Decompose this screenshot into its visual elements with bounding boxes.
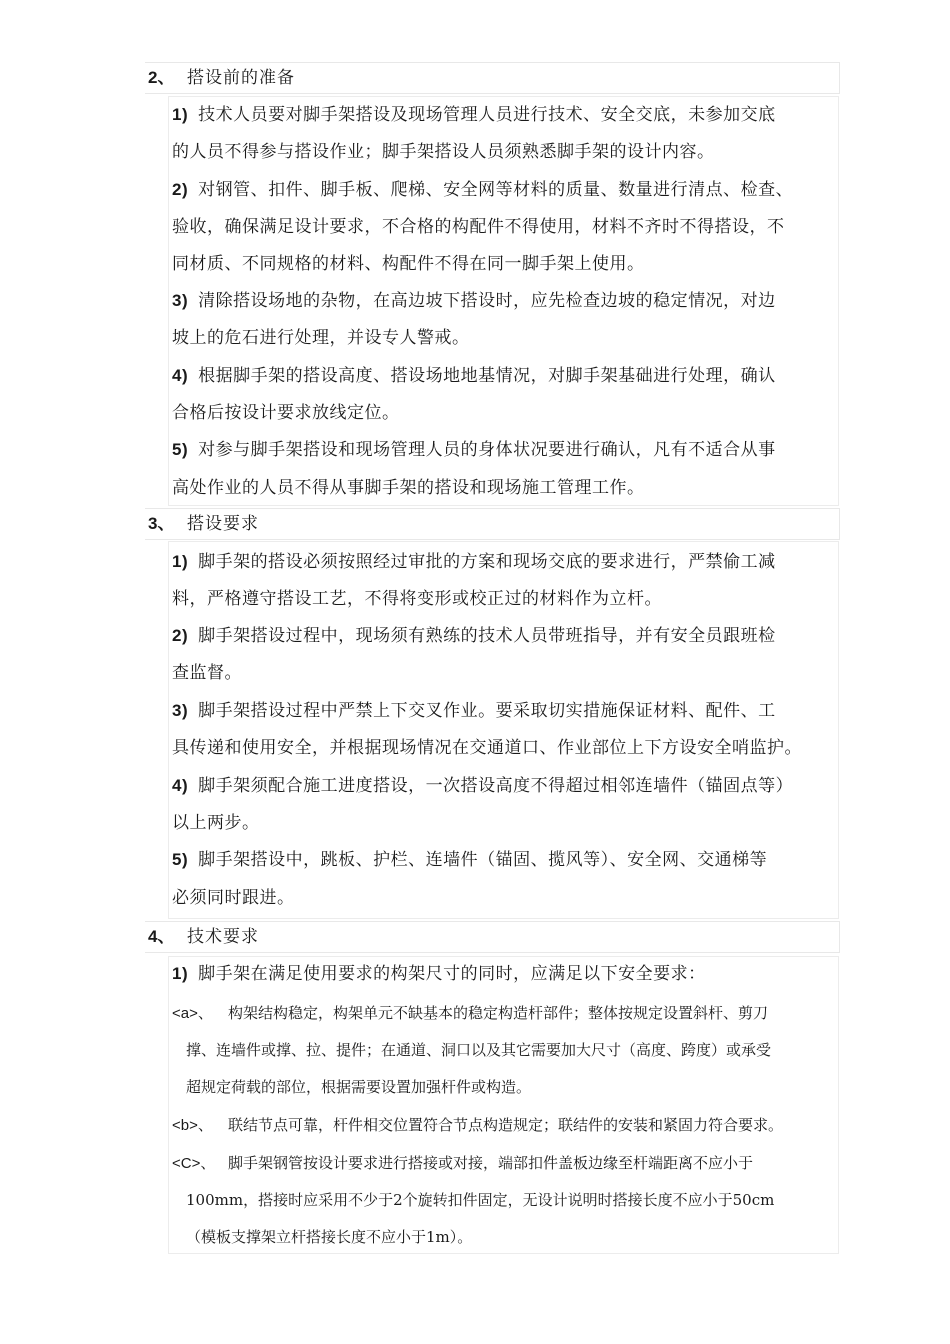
list-item-continuation: 同材质、不同规格的材料、构配件不得在同一脚手架上使用。 xyxy=(172,254,645,274)
list-item: 1) 脚手架在满足使用要求的构架尺寸的同时，应满足以下安全要求： xyxy=(172,964,706,984)
sub-item: <C>、 脚手架钢管按设计要求进行搭接或对接，端部扣件盖板边缘至杆端距离不应小于 xyxy=(172,1154,754,1172)
list-item-continuation: 高处作业的人员不得从事脚手架的搭设和现场施工管理工作。 xyxy=(172,478,645,498)
sub-item: <b>、 联结节点可靠，杆件相交位置符合节点构造规定；联结件的安装和紧固力符合要求。 xyxy=(172,1116,784,1134)
list-item: 4) 脚手架须配合施工进度搭设，一次搭设高度不得超过相邻连墙件（锚固点等） xyxy=(172,776,794,796)
section-number: 3、 xyxy=(148,514,175,533)
list-item: 3) 脚手架搭设过程中严禁上下交叉作业。要采取切实措施保证材料、配件、工 xyxy=(172,701,776,721)
section-number: 2、 xyxy=(148,68,175,87)
section-title: 技术要求 xyxy=(187,927,259,947)
list-item-continuation: 的人员不得参与搭设作业；脚手架搭设人员须熟悉脚手架的设计内容。 xyxy=(172,142,715,162)
sub-item-continuation: 100mm，搭接时应采用不少于2个旋转扣件固定，无设计说明时搭接长度不应小于50cm xyxy=(186,1191,775,1209)
list-item: 4) 根据脚手架的搭设高度、搭设场地地基情况，对脚手架基础进行处理，确认 xyxy=(172,366,776,386)
list-item: 5) 脚手架搭设中，跳板、护栏、连墙件（锚固、揽风等）、安全网、交通梯等 xyxy=(172,850,768,870)
section-heading xyxy=(145,508,840,540)
list-item-continuation: 查监督。 xyxy=(172,663,242,683)
section-title: 搭设前的准备 xyxy=(187,68,295,88)
sub-item: <a>、 构架结构稳定，构架单元不缺基本的稳定构造杆部件；整体按规定设置斜杆、剪刀 xyxy=(172,1004,769,1022)
list-item: 1) 脚手架的搭设必须按照经过审批的方案和现场交底的要求进行，严禁偷工减 xyxy=(172,552,776,572)
list-item-continuation: 坡上的危石进行处理，并设专人警戒。 xyxy=(172,328,470,348)
list-item-continuation: 合格后按设计要求放线定位。 xyxy=(172,403,400,423)
list-item-continuation: 具传递和使用安全，并根据现场情况在交通道口、作业部位上下方设安全哨监护。 xyxy=(172,738,802,758)
sub-item-continuation: 超规定荷载的部位，根据需要设置加强杆件或构造。 xyxy=(186,1078,532,1096)
list-item: 5) 对参与脚手架搭设和现场管理人员的身体状况要进行确认，凡有不适合从事 xyxy=(172,440,776,460)
list-item: 2) 对钢管、扣件、脚手板、爬梯、安全网等材料的质量、数量进行清点、检查、 xyxy=(172,180,794,200)
sub-item-continuation: 撑、连墙件或撑、拉、提件；在通道、洞口以及其它需要加大尺寸（高度、跨度）或承受 xyxy=(186,1041,772,1059)
sub-item-continuation: （模板支撑架立杆搭接长度不应小于1m）。 xyxy=(186,1228,473,1246)
section-number: 4、 xyxy=(148,927,175,946)
list-item: 2) 脚手架搭设过程中，现场须有熟练的技术人员带班指导，并有安全员跟班检 xyxy=(172,626,776,646)
list-item-continuation: 必须同时跟进。 xyxy=(172,888,295,908)
list-item-continuation: 以上两步。 xyxy=(172,813,260,833)
list-item-continuation: 料，严格遵守搭设工艺，不得将变形或校正过的材料作为立杆。 xyxy=(172,589,662,609)
section-heading xyxy=(145,921,840,953)
section-heading xyxy=(145,62,840,94)
section-title: 搭设要求 xyxy=(187,514,259,534)
list-item: 3) 清除搭设场地的杂物，在高边坡下搭设时，应先检查边坡的稳定情况，对边 xyxy=(172,291,776,311)
list-item: 1) 技术人员要对脚手架搭设及现场管理人员进行技术、安全交底，未参加交底 xyxy=(172,105,776,125)
list-item-continuation: 验收，确保满足设计要求，不合格的构配件不得使用，材料不齐时不得搭设，不 xyxy=(172,217,785,237)
